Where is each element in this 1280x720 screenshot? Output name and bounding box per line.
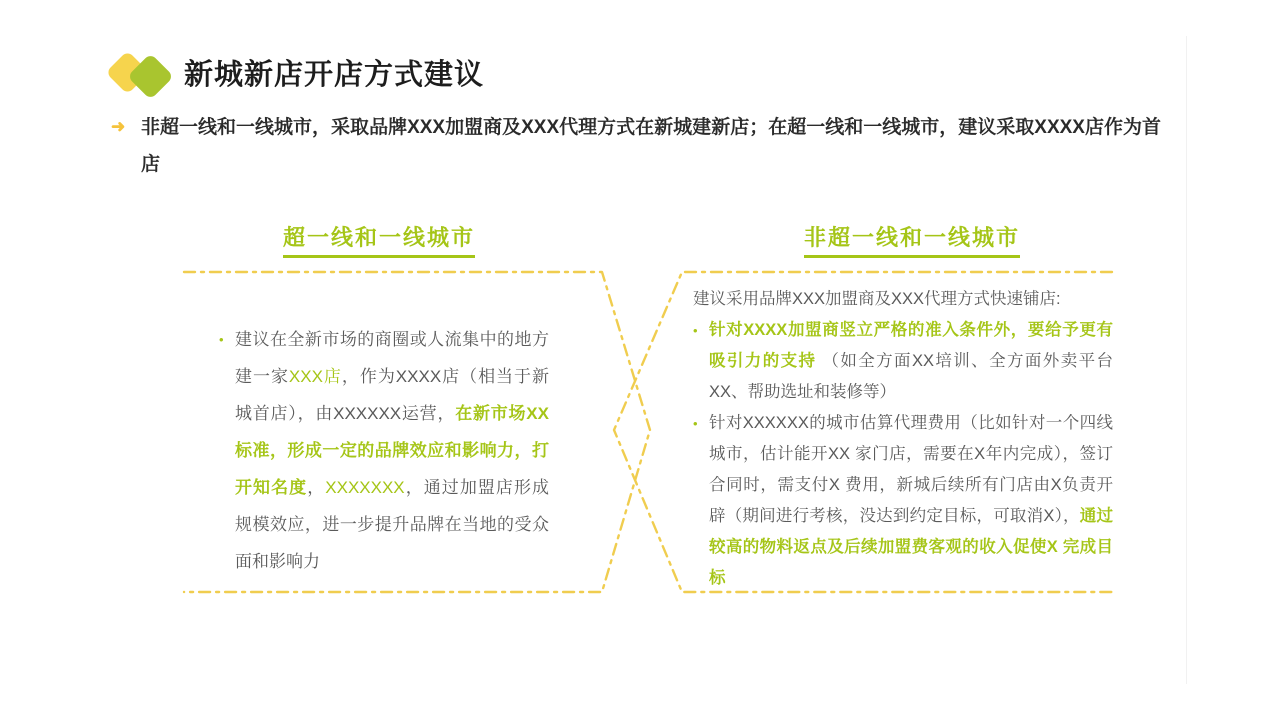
list-item: [693, 315, 1113, 408]
text-segment: 针对XXXX加盟商竖立严格的准入条件外，要给予更有吸引力的支持: [709, 321, 1113, 370]
left-panel-content: [219, 321, 549, 580]
list-item: [693, 408, 1113, 594]
text-segment: 通过较高的物料返点及后续加盟费客观的收入促使X 完成目标: [709, 507, 1113, 587]
text-segment: ，作为XXXX店（相当于新城首店），由XXXXXX运营，: [235, 367, 549, 423]
page-title: 新城新店开店方式建议: [184, 59, 485, 91]
right-panel-lead-text: 建议采用品牌XXX加盟商及XXX代理方式快速铺店:: [693, 290, 1061, 308]
text-segment: 针对XXXXXX的城市估算代理费用（比如针对一个四线城市，估计能开XX 家门店，需要在X年内完成），签订合同时，需支付X 费用，新城后续所有门店由X负责开辟（期间进行考核，没达到约定目标，可取消X），: [709, 414, 1113, 525]
arrow-bullet-icon: ➜: [111, 117, 126, 136]
list-item: [219, 321, 549, 580]
bullet-dot-icon: •: [693, 323, 698, 338]
text-segment: 在新市场XX标准，形成一定的品牌效应和影响力，打开知名度: [235, 404, 549, 497]
text-segment: XXX店: [288, 367, 342, 386]
left-panel-bullet-text: [235, 321, 549, 580]
right-column-header: 非超一线和一线城市: [804, 221, 1020, 258]
text-segment: XXXXXXX: [325, 478, 405, 497]
bullet-dot-icon: •: [693, 416, 698, 431]
right-panel-bullet-2-text: [709, 408, 1113, 594]
right-panel-bullet-1-text: [709, 315, 1113, 408]
text-segment: 建议在全新市场的商圈或人流集中的地方建一家: [235, 330, 549, 386]
bullet-dot-icon: •: [219, 332, 224, 347]
left-column-header: 超一线和一线城市: [283, 221, 475, 258]
text-segment: ，: [307, 478, 326, 497]
text-segment: ，通过加盟店形成规模效应，进一步提升品牌在当地的受众面和影响力: [235, 478, 550, 571]
intro-text: 非超一线和一线城市，采取品牌XXX加盟商及XXX代理方式在新城建新店；在超一线和一线城市，建议采取XXXX店作为首店: [141, 117, 1161, 175]
right-panel-content: [693, 284, 1113, 594]
text-segment: （如全方面XX培训、全方面外卖平台XX、帮助选址和装修等）: [709, 352, 1113, 401]
